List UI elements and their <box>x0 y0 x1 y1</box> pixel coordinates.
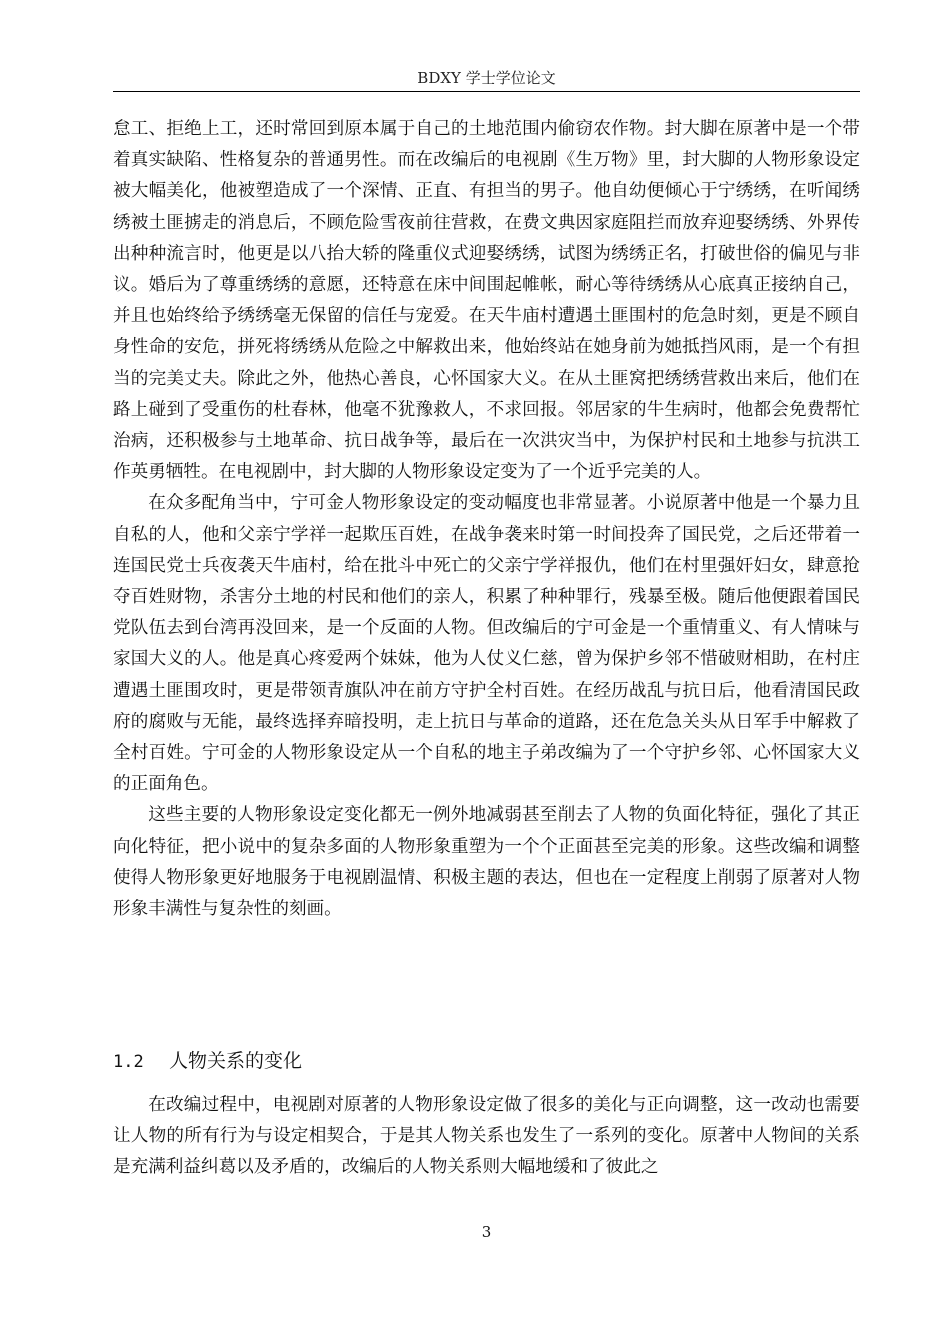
section-body-text <box>113 1090 860 1184</box>
page-number: 3 <box>481 1223 492 1241</box>
paragraph-2: 在众多配角当中，宁可金人物形象设定的变动幅度也非常显著。小说原著中他是一个暴力且自私的人，他和父亲宁学祥一起欺压百姓，在战争袭来时第一时间投奔了国民党，之后还带着一连国民党士兵夜袭天牛庙村，给在批斗中死亡的父亲宁学祥报仇，他们在村里强奸妇女，肆意抢夺百姓财物，杀害分土地的村民和他们的亲人，积累了种种罪行，残暴至极。随后他便跟着国民党队伍去到台湾再没回来，是一个反面的人物。但改编后的宁可金是一个重情重义、有人情味与家国大义的人。他是真心疼爱两个妹妹，他为人仗义仁慈，曾为保护乡邻不惜破财相助，在村庄遭遇土匪围攻时，更是带领青旗队冲在前方守护全村百姓。在经历战乱与抗日后，他看清国民政府的腐败与无能，最终选择弃暗投明，走上抗日与革命的道路，还在危急关头从日军手中解救了全村百姓。宁可金的人物形象设定从一个自私的地主子弟改编为了一个守护乡邻、心怀国家大义的正面角色。 <box>113 493 860 795</box>
body-text <box>113 114 860 925</box>
paragraph-1: 怠工、拒绝上工，还时常回到原本属于自己的土地范围内偷窃农作物。封大脚在原著中是一个带着真实缺陷、性格复杂的普通男性。而在改编后的电视剧《生万物》里，封大脚的人物形象设定被大幅美化，他被塑造成了一个深情、正直、有担当的男子。他自幼便倾心于宁绣绣，在听闻绣绣被土匪掳走的消息后，不顾危险雪夜前往营救，在费文典因家庭阻拦而放弃迎娶绣绣、外界传出种种流言时，他更是以八抬大轿的隆重仪式迎娶绣绣，试图为绣绣正名，打破世俗的偏见与非议。婚后为了尊重绣绣的意愿，还特意在床中间围起帷帐，耐心等待绣绣从心底真正接纳自己，并且也始终给予绣绣毫无保留的信任与宠爱。在天牛庙村遭遇土匪围村的危急时刻，更是不顾自身性命的安危，拼死将绣绣从危险之中解救出来，他始终站在她身前为她抵挡风雨，是一个有担当的完美丈夫。除此之外，他热心善良，心怀国家大义。在从土匪窝把绣绣营救出来后，他们在路上碰到了受重伤的杜春林，他毫不犹豫救人，不求回报。邻居家的牛生病时，他都会免费帮忙治病，还积极参与土地革命、抗日战争等，最后在一次洪灾当中，为保护村民和土地参与抗洪工作英勇牺牲。在电视剧中，封大脚的人物形象设定变为了一个近乎完美的人。 <box>113 119 860 483</box>
section-title: 人物关系的变化 <box>169 1050 303 1072</box>
section-paragraph-1: 在改编过程中，电视剧对原著的人物形象设定做了很多的美化与正向调整，这一改动也需要让人物的所有行为与设定相契合，于是其人物关系也发生了一系列的变化。原著中人物间的关系是充满利益纠葛以及矛盾的，改编后的人物关系则大幅地缓和了彼此之 <box>113 1095 860 1178</box>
paragraph-3: 这些主要的人物形象设定变化都无一例外地减弱甚至削去了人物的负面化特征，强化了其正向化特征，把小说中的复杂多面的人物形象重塑为一个个正面甚至完美的形象。这些改编和调整使得人物形象更好地服务于电视剧温情、积极主题的表达，但也在一定程度上削弱了原著对人物形象丰满性与复杂性的刻画。 <box>113 805 860 920</box>
running-header: BDXY 学士学位论文 <box>417 69 556 87</box>
section-number: 1.2 <box>113 1052 144 1072</box>
header-rule <box>113 91 860 92</box>
section-heading <box>113 1044 860 1078</box>
